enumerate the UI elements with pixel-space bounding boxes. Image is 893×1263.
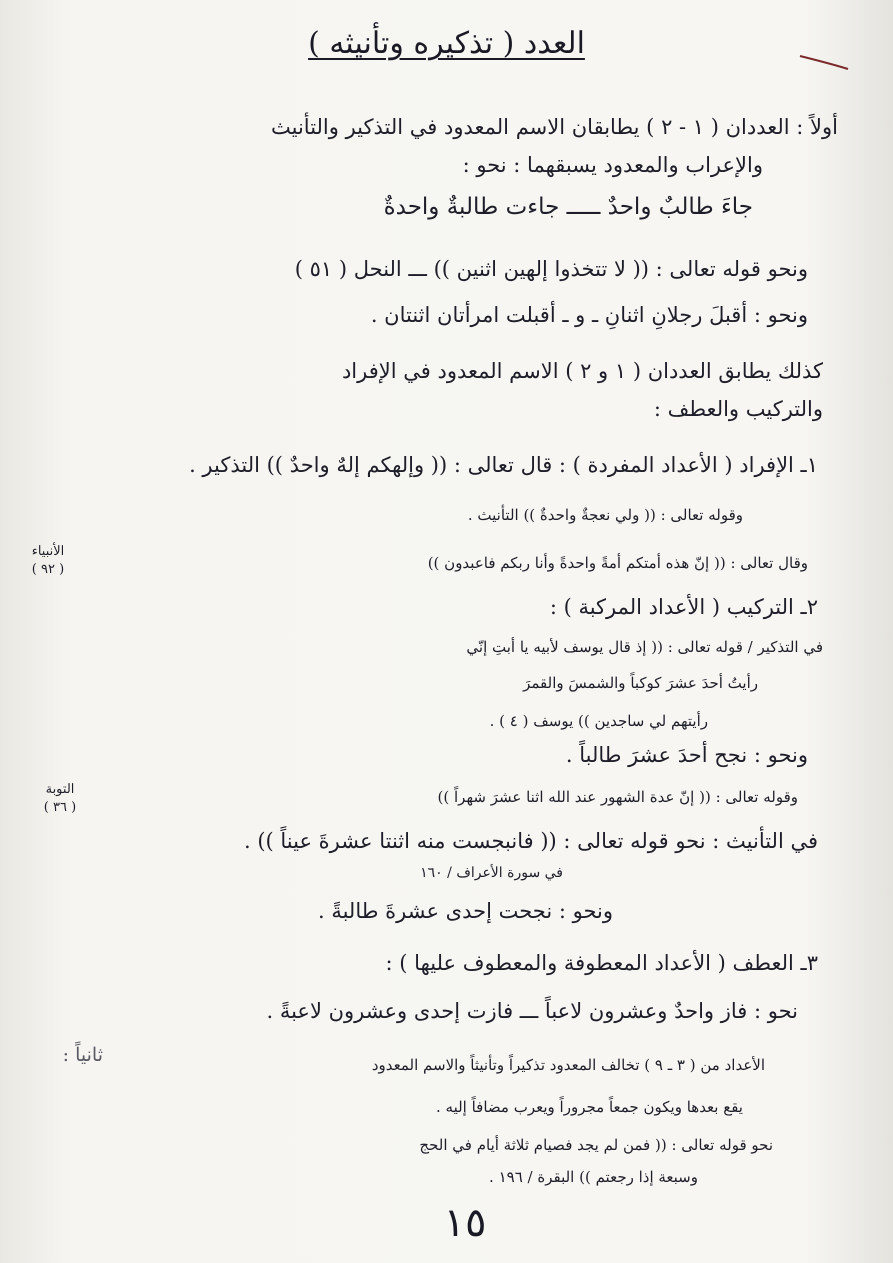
ifrad-ref-number: ( ٩٢ ) [31,562,65,577]
tarkib-ref2-number: ( ٣٦ ) [43,800,77,815]
tarkib-line1: في التذكير / قوله تعالى : (( إذ قال يوسف لأبيه يا أبتِ إنّي [466,638,823,656]
atf-example: نحو : فاز واحدٌ وعشرون لاعباً ـــ فازت إحدى وعشرون لاعبةً . [266,999,798,1023]
tarkib-line2: رأيتُ أحدَ عشرَ كوكباً والشمسَ والقمرَ [523,674,758,692]
ifrad-example1: وقوله تعالى : (( ولي نعجةٌ واحدةٌ )) التأنيث . [467,506,743,524]
section2-line1: كذلك يطابق العددان ( ١ و ٢ ) الاسم المعدود في الإفراد [341,359,823,383]
section1-example3: ونحو : أقبلَ رجلانِ اثنانِ ـ و ـ أقبلت امرأتان اثنتان . [370,303,808,327]
section3-line4: وسبعة إذا رجعتم )) البقرة / ١٩٦ . [489,1168,698,1186]
tarkib-ref2-surah: التوبة [45,782,75,797]
section3-line2: يقع بعدها ويكون جمعاً مجروراً ويعرب مضافاً إليه . [435,1098,743,1116]
page-title: العدد ( تذكيره وتأنيثه ) [308,26,585,61]
section3-line1: الأعداد من ( ٣ ـ ٩ ) تخالف المعدود تذكيراً وتأنيثاً والاسم المعدود [371,1056,765,1074]
atf-heading: ٣ـ العطف ( الأعداد المعطوفة والمعطوف عليها ) : [385,951,818,975]
tarkib-example3: ونحو : نجحت إحدى عشرةَ طالبةً . [317,899,613,923]
ifrad-heading: ١ـ الإفراد ( الأعداد المفردة ) : قال تعالى : (( وإلهكم إلهٌ واحدٌ )) التذكير . [189,453,818,477]
tarkib-tanith: في التأنيث : نحو قوله تعالى : (( فانبجست منه اثنتا عشرةَ عيناً )) . [243,829,818,853]
tarkib-heading: ٢ـ التركيب ( الأعداد المركبة ) : [549,595,818,619]
section1-line1: أولاً : العددان ( ١ - ٢ ) يطابقان الاسم المعدود في التذكير والتأنيث [271,115,838,139]
section2-line2: والتركيب والعطف : [653,397,823,421]
ifrad-ref-surah: الأنبياء [31,544,65,559]
section1-example1: جاءَ طالبٌ واحدٌ ـــــ جاءت طالبةٌ واحدةٌ [383,194,753,220]
tarkib-example2: وقوله تعالى : (( إنّ عدة الشهور عند الله اثنا عشرَ شهراً )) [437,788,798,806]
ifrad-example2: وقال تعالى : (( إنّ هذه أمتكم أمةً واحدةً وأنا ربكم فاعبدون )) [427,554,808,572]
section1-line2: والإعراب والمعدود يسبقهما : نحو : [462,153,763,177]
section3-label: ثانياً : [62,1044,103,1066]
tarkib-line3: رأيتهم لي ساجدين )) يوسف ( ٤ ) . [489,712,708,730]
page-number: ١٥ [443,1200,487,1246]
section3-line3: نحو قوله تعالى : (( فمن لم يجد فصيام ثلاثة أيام في الحج [419,1136,773,1154]
tarkib-example1: ونحو : نجح أحدَ عشرَ طالباً . [565,743,808,767]
tarkib-tanith-ref: في سورة الأعراف / ١٦٠ [420,865,563,881]
section1-example2: ونحو قوله تعالى : (( لا تتخذوا إلهين اثنين )) ـــ النحل ( ٥١ ) [294,257,808,281]
